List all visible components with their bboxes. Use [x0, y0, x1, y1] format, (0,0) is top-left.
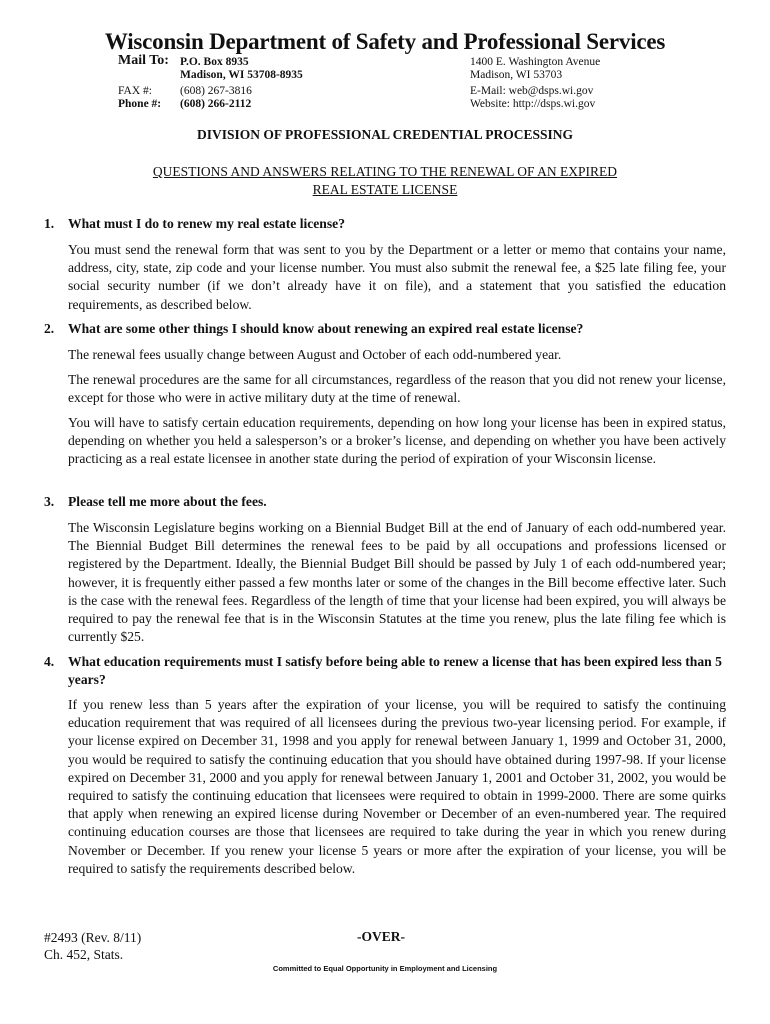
question-number: 3.: [44, 494, 55, 509]
mail-to-label: Mail To:: [118, 53, 169, 68]
form-number: #2493 (Rev. 8/11): [44, 930, 142, 945]
phone-label: Phone #:: [118, 98, 162, 110]
question-text: What must I do to renew my real estate license?: [68, 216, 345, 231]
fax-label: FAX #:: [118, 85, 152, 97]
answer-2-para-3: You will have to satisfy certain education requirements, depending on how long your license has been in expired status, depending on whether you held a salesperson’s or a broker’s license, and depending on whether you have been actively practicing as a real estate licensee in another state during the period of expiration of your Wisconsin license.: [68, 415, 726, 467]
answer-1-para-1: You must send the renewal form that was sent to you by the Department or a letter or memo that contains your name, address, city, state, zip code and your license number. You must also submit the renewal fee, a $25 late filing fee, your social security number (if we don’t already have it on file), and a statement that you satisfied the education requirements, as described below.: [68, 242, 726, 312]
question-number: 2.: [44, 321, 55, 336]
question-text: What are some other things I should know about renewing an expired real estate license?: [68, 321, 584, 336]
question-2: [44, 320, 729, 338]
answer-3-para-1: The Wisconsin Legislature begins working on a Biennial Budget Bill at the end of January of each odd-numbered year. The Biennial Budget Bill determines the renewal fees to be paid by all occupations and professions licensed or registered by the Department. Ideally, the Biennial Budget Bill should be passed by July 1 of each odd-numbered year; however, it is frequently either passed a few months later or some of the changes in the Bill become effective later. Such is the case with the renewal fees. Regardless of the length of time that your license had been expired, you will always be required to pay the renewal fee that is in the Wisconsin Statutes at the time you renew, plus the late filing fee which is currently $25.: [68, 520, 726, 645]
question-number: 1.: [44, 216, 55, 231]
question-4: [44, 653, 729, 689]
answer-2-para-2: The renewal procedures are the same for all circumstances, regardless of the reason that you did not renew your license, except for those who were in active military duty at the time of renewal.: [68, 372, 726, 406]
qa-title: [0, 163, 770, 199]
street-city: Madison, WI 53703: [470, 69, 563, 81]
question-text: What education requirements must I satisfy before being able to renew a license that has been expired less than 5 years?: [68, 654, 722, 687]
website: Website: http://dsps.wi.gov: [470, 98, 596, 110]
fax-number: (608) 267-3816: [180, 85, 252, 97]
statute-reference: Ch. 452, Stats.: [44, 947, 124, 962]
page-title: Wisconsin Department of Safety and Professional Services: [104, 29, 666, 54]
division-heading: DIVISION OF PROFESSIONAL CREDENTIAL PROCESSING: [196, 127, 574, 142]
qa-title-line-2: REAL ESTATE LICENSE: [312, 182, 458, 197]
equal-opportunity-statement: Committed to Equal Opportunity in Employment and Licensing: [272, 964, 498, 973]
qa-title-line-1: QUESTIONS AND ANSWERS RELATING TO THE RENEWAL OF AN EXPIRED: [152, 164, 618, 179]
question-3: [44, 493, 729, 511]
over-indicator: -OVER-: [357, 929, 405, 944]
answer-4-para-1: If you renew less than 5 years after the expiration of your license, you will be required to satisfy the continuing education requirement that was required of all licensees during the previous two-year licensing period. For example, if your license expired on December 31, 1998 and you apply for renewal between January 1, 1999 and October 31, 2000, you would be required to satisfy the continuing education that you should have obtained during 1997-98. If your license expired on December 31, 2000 and you apply for renewal between January 1, 2001 and October 31, 2002, you would be required to satisfy the continuing education that licensees were required to obtain in 1999-2000. There are some quirks that apply when renewing an expired license during November or December of an even-numbered year. The required continuing education courses are those that licensees are required to take during the year in which you renew during November or December. If you renew your license 5 years or more after the expiration of your license, you will be required to satisfy the requirements described below.: [68, 697, 726, 876]
phone-number: (608) 266-2112: [180, 98, 252, 110]
email: E-Mail: web@dsps.wi.gov: [470, 85, 594, 97]
po-city: Madison, WI 53708-8935: [180, 69, 303, 81]
street-address: 1400 E. Washington Avenue: [470, 56, 601, 68]
po-box: P.O. Box 8935: [180, 56, 249, 68]
question-1: [44, 215, 729, 233]
question-text: Please tell me more about the fees.: [68, 494, 267, 509]
answer-2-para-1: The renewal fees usually change between August and October of each odd-numbered year.: [68, 347, 562, 362]
question-number: 4.: [44, 654, 55, 669]
